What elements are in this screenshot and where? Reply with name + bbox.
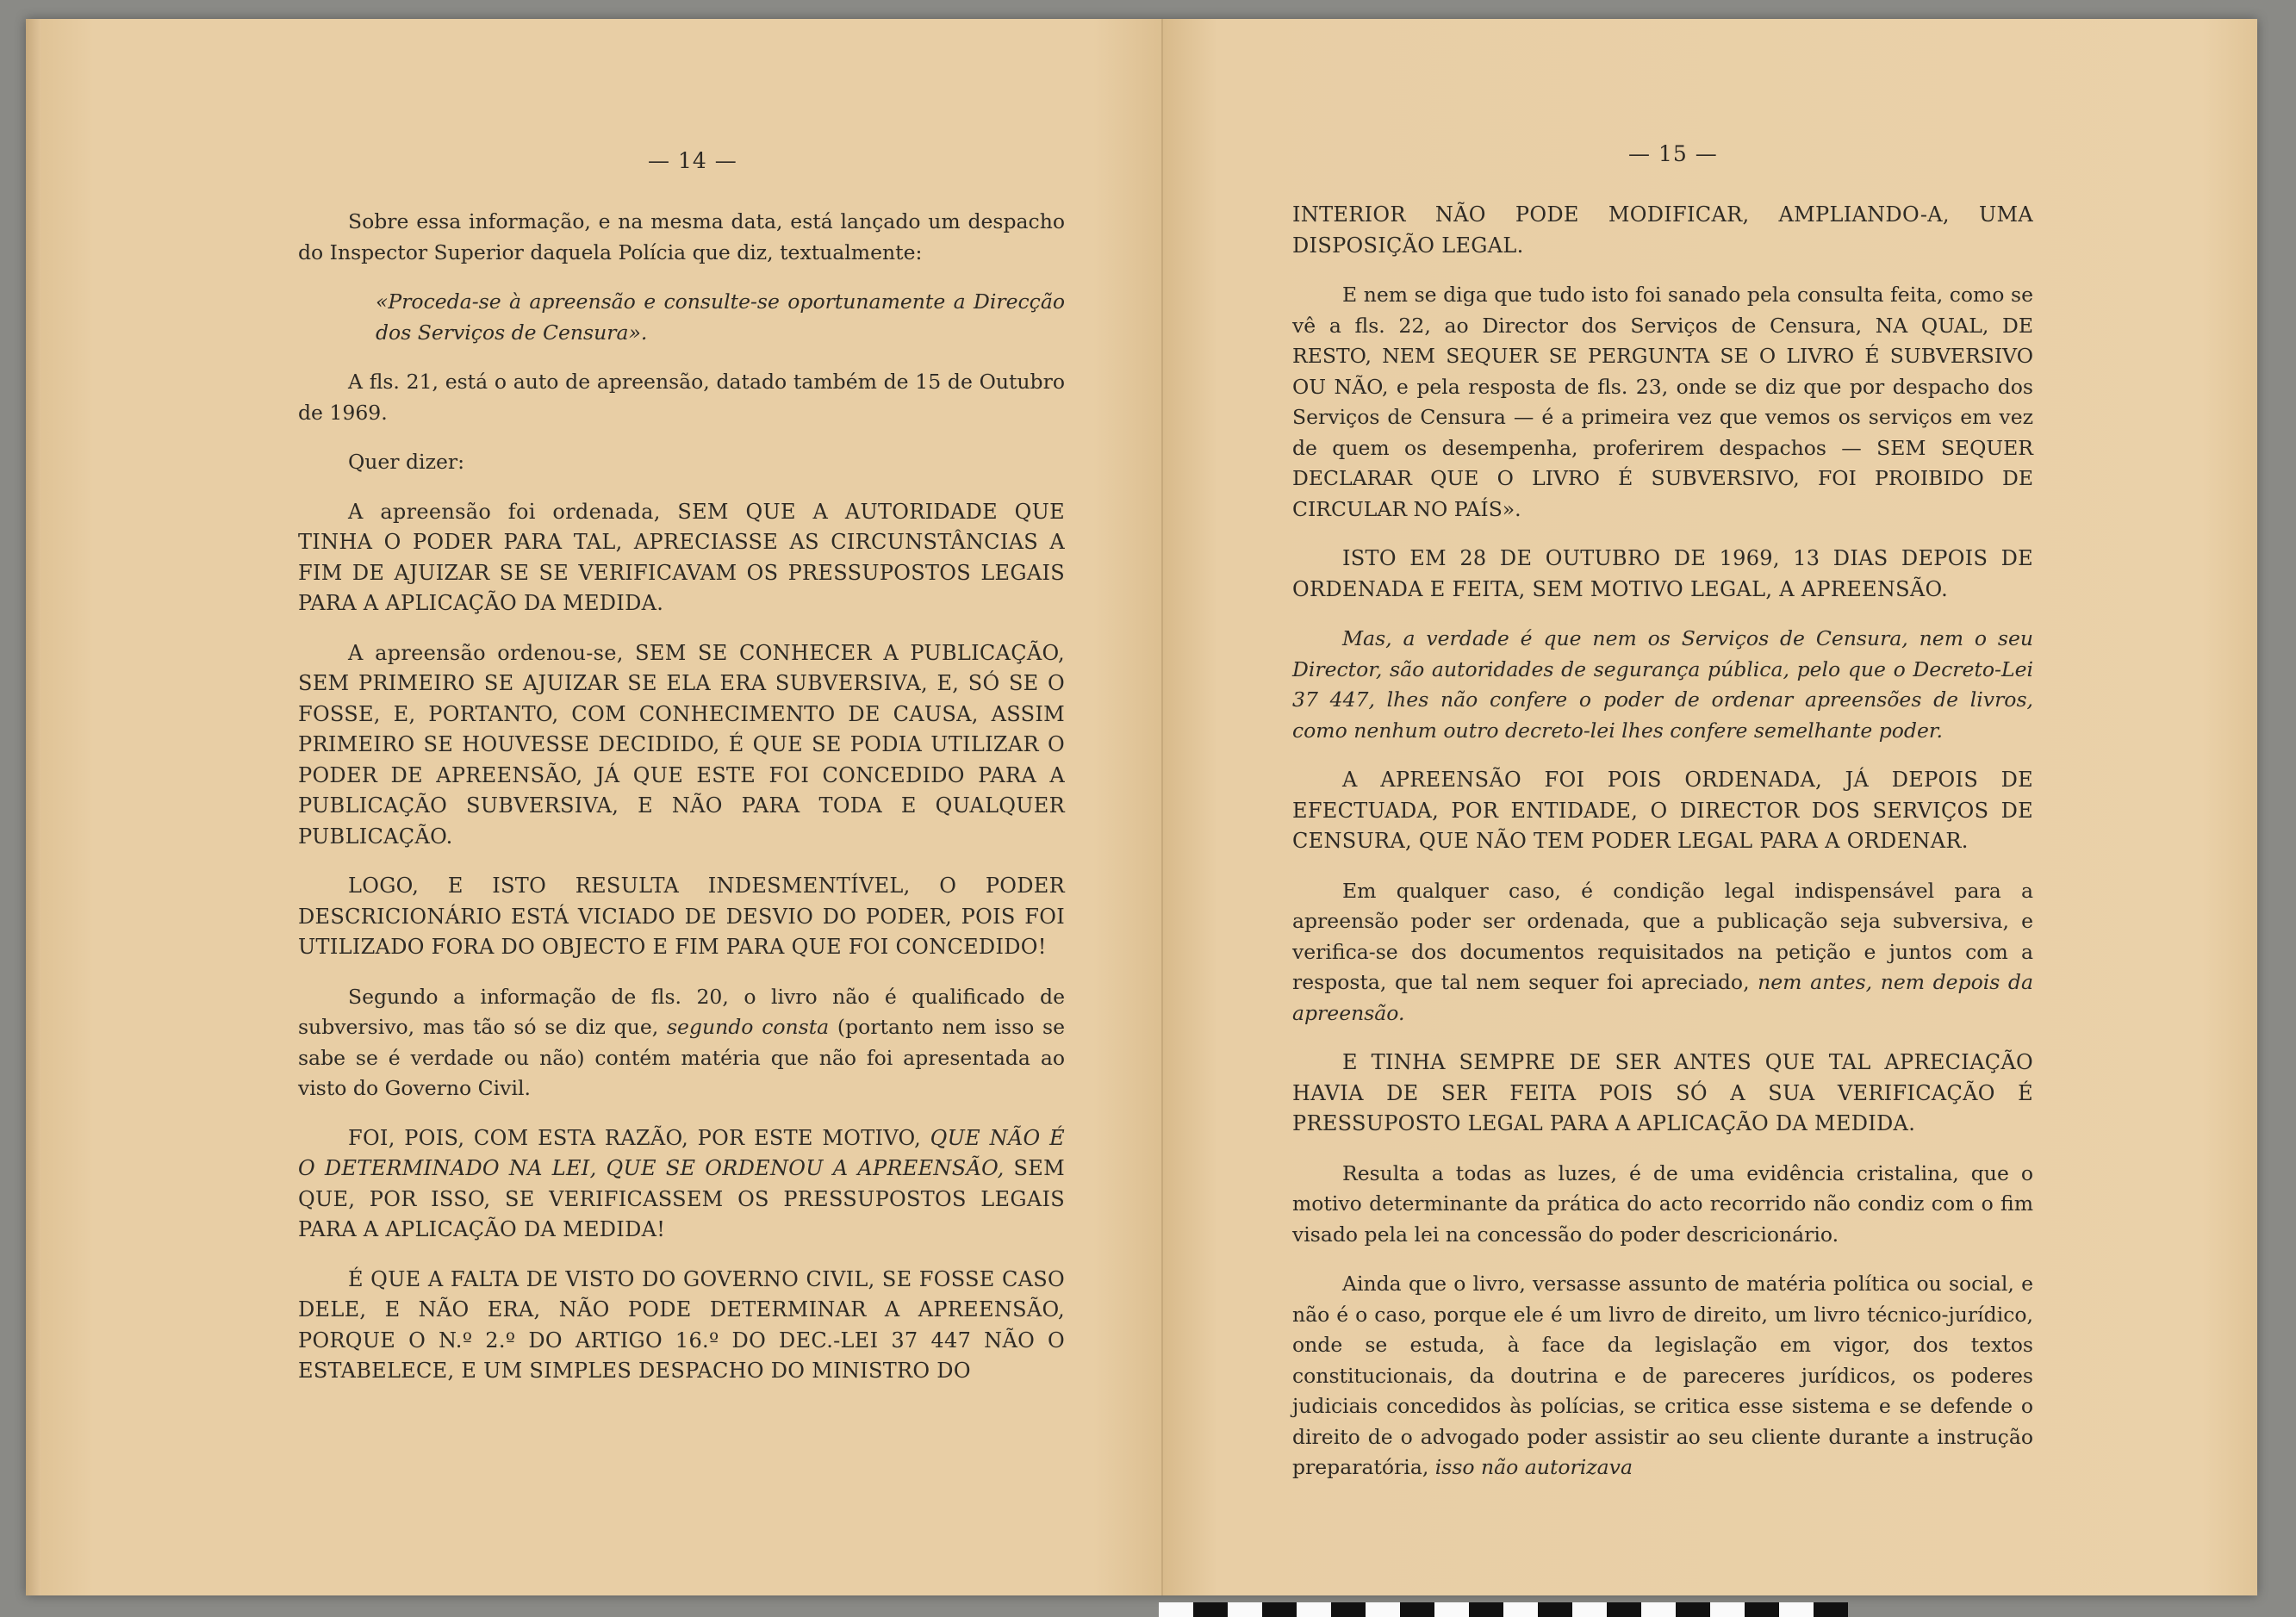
- paragraph: E TINHA SEMPRE DE SER ANTES QUE TAL APRECIAÇÃO HAVIA DE SER FEITA POIS SÓ A SUA VERIFICAÇÃO É PRESSUPOSTO LEGAL PARA A APLICAÇÃO DA MEDIDA.: [1292, 1050, 2033, 1135]
- paragraph: Quer dizer:: [348, 450, 465, 474]
- paragraph: Segundo a informação de fls. 20, o livro não é qualificado de subversivo, mas tão só se diz que, segundo consta (portanto nem isso se sabe se é verdade ou não) contém matéria que não foi apresentada ao visto do Governo Civil.: [298, 984, 1066, 1100]
- paragraph: A apreensão ordenou-se, SEM SE CONHECER A PUBLICAÇÃO, SEM PRIMEIRO SE AJUIZAR SE ELA ERA SUBVERSIVA, E, SÓ SE O FOSSE, E, PORTANTO, COM CONHECIMENTO DE CAUSA, ASSIM PRIMEIRO SE HOUVESSE DECIDIDO, É QUE SE PODIA UTILIZAR O PODER DE APREENSÃO, JÁ QUE ESTE FOI CONCEDIDO PARA A PUBLICAÇÃO SUBVERSIVA, E NÃO PARA TODA E QUALQUER PUBLICAÇÃO.: [298, 640, 1065, 849]
- paragraph: FOI, POIS, COM ESTA RAZÃO, POR ESTE MOTIVO, QUE NÃO É O DETERMINADO NA LEI, QUE SE ORDENOU A APREENSÃO, SEM QUE, POR ISSO, SE VERIFICASSEM OS PRESSUPOSTOS LEGAIS PARA A APLICAÇÃO DA MEDIDA!: [298, 1125, 1065, 1241]
- open-booklet: [26, 19, 2257, 1595]
- measurement-scale-bar: [1159, 1602, 1848, 1617]
- right-page: [1163, 19, 2257, 1595]
- right-page-text: [1292, 200, 2033, 1502]
- left-page-text: [298, 207, 1065, 1406]
- paragraph: Sobre essa informação, e na mesma data, está lançado um despacho do Inspector Superior daquela Polícia que diz, textualmente:: [298, 209, 1065, 264]
- paragraph: Resulta a todas as luzes, é de uma evidência cristalina, que o motivo determinante da prática do acto recorrido não condiz com o fim visado pela lei na concessão do poder descricionário.: [1292, 1160, 2033, 1247]
- paragraph: A APREENSÃO FOI POIS ORDENADA, JÁ DEPOIS DE EFECTUADA, POR ENTIDADE, O DIRECTOR DOS SERVIÇOS DE CENSURA, QUE NÃO TEM PODER LEGAL PARA A ORDENAR.: [1292, 768, 2033, 853]
- paragraph: Em qualquer caso, é condição legal indispensável para a apreensão poder ser ordenada, que a publicação seja subversiva, e verifica-se dos documentos requisitados na petição e juntos com a resposta, que tal nem sequer foi apreciado, nem antes, nem depois da apreensão.: [1292, 878, 2033, 1025]
- page-number: — 14 —: [648, 148, 737, 173]
- page-number: — 15 —: [1628, 141, 1718, 166]
- paragraph: LOGO, E ISTO RESULTA INDESMENTÍVEL, O PODER DESCRICIONÁRIO ESTÁ VICIADO DE DESVIO DO PODER, POIS FOI UTILIZADO FORA DO OBJECTO E FIM PARA QUE FOI CONCEDIDO!: [298, 874, 1065, 959]
- left-page: [26, 19, 1163, 1595]
- paragraph: Ainda que o livro, versasse assunto de matéria política ou social, e não é o caso, porque ele é um livro de direito, um livro técnico-jurídico, onde se estuda, à face da legislação em vigor, dos textos constitucionais, da doutrina e de pareceres jurídicos, os poderes judiciais concedidos às polícias, se critica esse sistema e se defende o direito de o advogado poder assistir ao seu cliente durante a instrução preparatória, isso não autorizava: [1292, 1272, 2033, 1479]
- paragraph: Mas, a verdade é que nem os Serviços de Censura, nem o seu Director, são autoridades de segurança pública, pelo que o Decreto-Lei 37 447, lhes não confere o poder de ordenar apreensões de livros, como nenhum outro decreto-lei lhes confere semelhante poder.: [1292, 626, 2033, 743]
- paragraph: E nem se diga que tudo isto foi sanado pela consulta feita, como se vê a fls. 22, ao Director dos Serviços de Censura, NA QUAL, DE RESTO, NEM SEQUER SE PERGUNTA SE O LIVRO É SUBVERSIVO OU NÃO, e pela resposta de fls. 23, onde se diz que por despacho dos Serviços de Censura — é a primeira vez que vemos os serviços em vez de quem os desempenha, proferirem despachos — SEM SEQUER DECLARAR QUE O LIVRO É SUBVERSIVO, FOI PROIBIDO DE CIRCULAR NO PAÍS».: [1292, 283, 2033, 521]
- quotation: «Proceda-se à apreensão e consulte-se oportunamente a Direcção dos Serviços de Censura».: [376, 289, 1065, 345]
- paragraph: ISTO EM 28 DE OUTUBRO DE 1969, 13 DIAS DEPOIS DE ORDENADA E FEITA, SEM MOTIVO LEGAL, A APREENSÃO.: [1292, 546, 2033, 601]
- paragraph: É QUE A FALTA DE VISTO DO GOVERNO CIVIL, SE FOSSE CASO DELE, E NÃO ERA, NÃO PODE DETERMINAR A APREENSÃO, PORQUE O N.º 2.º DO ARTIGO 16.º DO DEC.-LEI 37 447 NÃO O ESTABELECE, E UM SIMPLES DESPACHO DO MINISTRO DO: [298, 1266, 1065, 1383]
- paragraph: A apreensão foi ordenada, SEM QUE A AUTORIDADE QUE TINHA O PODER PARA TAL, APRECIASSE AS CIRCUNSTÂNCIAS A FIM DE AJUIZAR SE SE VERIFICAVAM OS PRESSUPOSTOS LEGAIS PARA A APLICAÇÃO DA MEDIDA.: [298, 499, 1065, 615]
- paragraph: INTERIOR NÃO PODE MODIFICAR, AMPLIANDO-A, UMA DISPOSIÇÃO LEGAL.: [1292, 202, 2033, 258]
- paragraph: A fls. 21, está o auto de apreensão, datado também de 15 de Outubro de 1969.: [298, 370, 1065, 425]
- page-edge: [26, 19, 41, 1595]
